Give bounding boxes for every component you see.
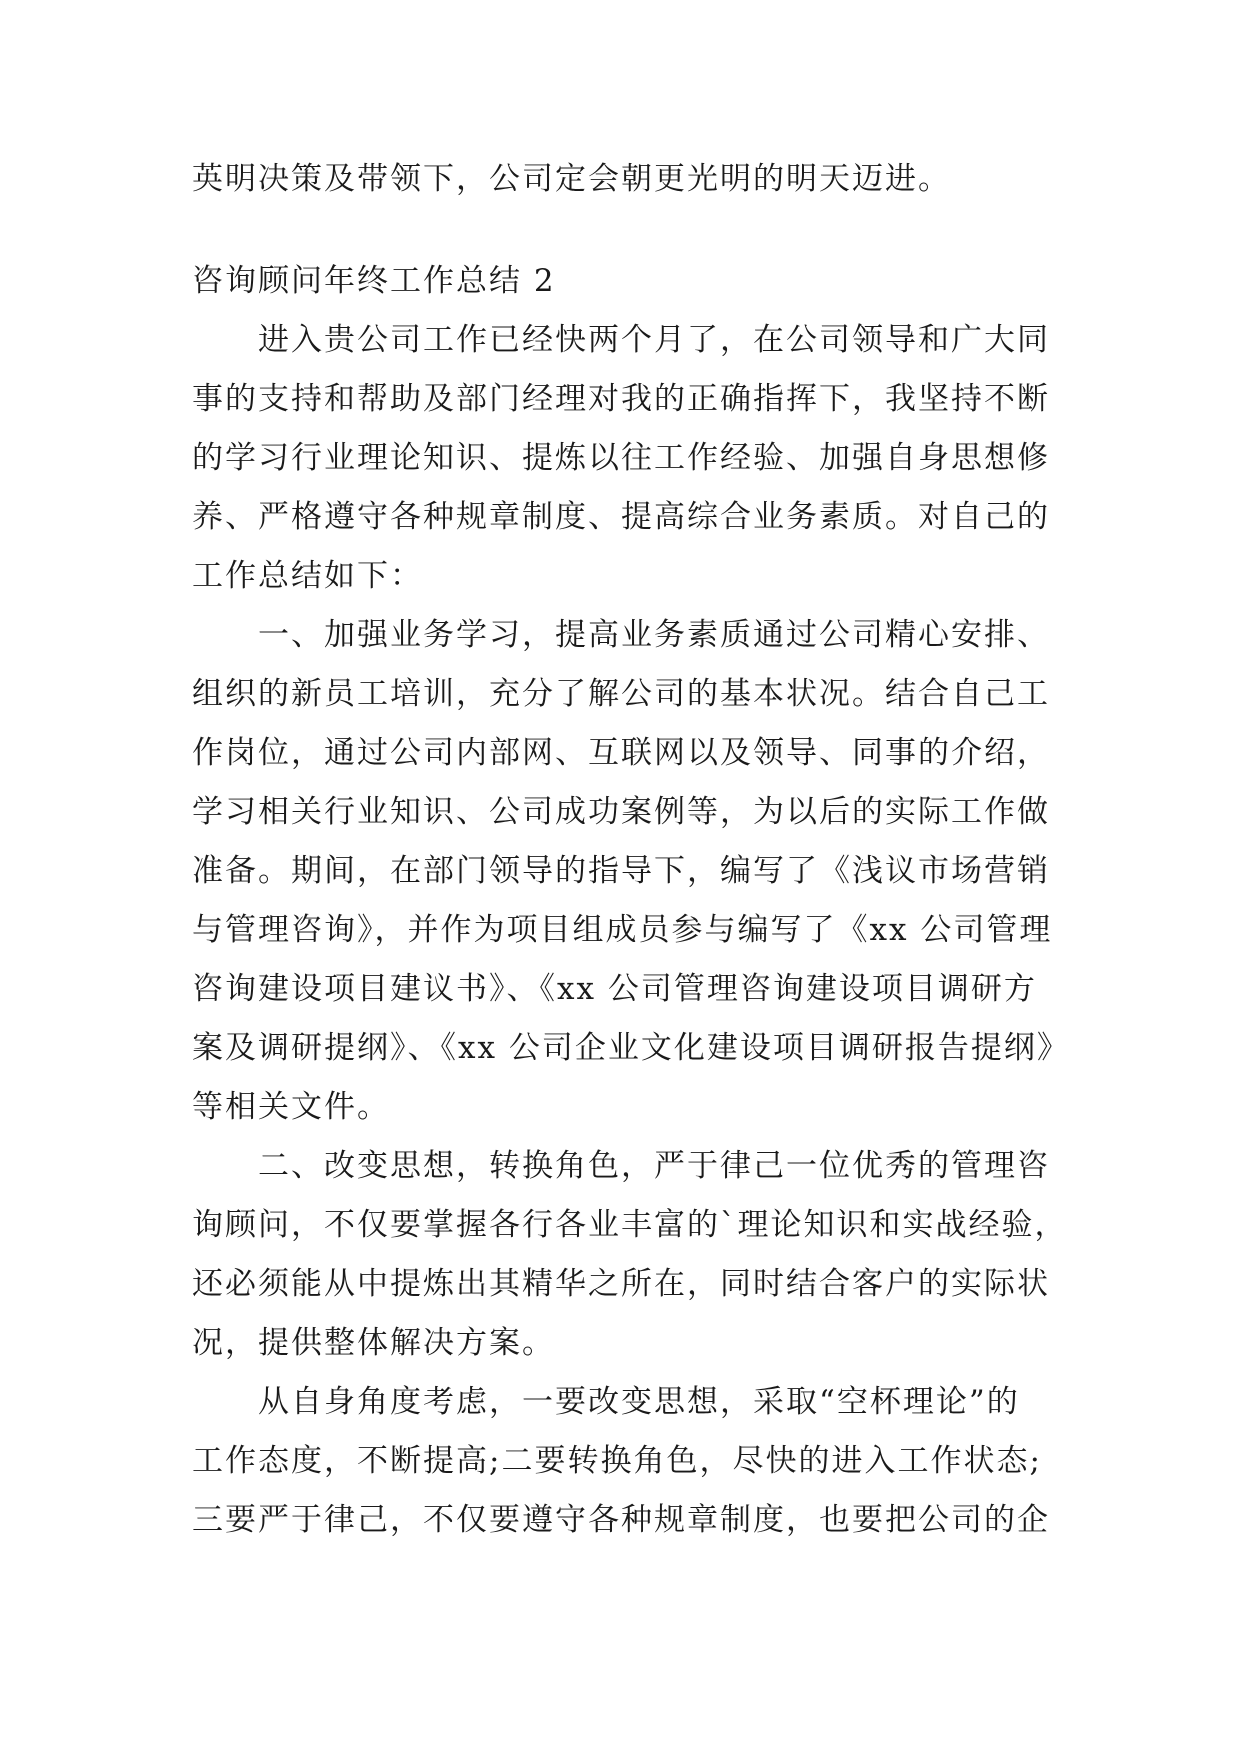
paragraph-line: 工作总结如下： (192, 558, 423, 594)
paragraph-1 (192, 311, 1052, 606)
paragraph-line: 作岗位，通过公司内部网、互联网以及领导、同事的介绍， (192, 735, 1050, 771)
paragraph-4 (192, 1373, 1052, 1550)
paragraph-line: 准备。期间，在部门领导的指导下，编写了《浅议市场营销 (192, 853, 1050, 889)
paragraph-line: 组织的新员工培训，充分了解公司的基本状况。结合自己工 (192, 676, 1050, 712)
paragraph-line: 的学习行业理论知识、提炼以往工作经验、加强自身思想修 (192, 440, 1050, 476)
document-page (192, 150, 1070, 1550)
paragraph-line: 学习相关行业知识、公司成功案例等，为以后的实际工作做 (192, 794, 1050, 830)
paragraph-line: 等相关文件。 (192, 1089, 390, 1125)
paragraph-line: 还必须能从中提炼出其精华之所在，同时结合客户的实际状 (192, 1266, 1050, 1302)
paragraph-line: 进入贵公司工作已经快两个月了，在公司领导和广大同 (258, 322, 1050, 358)
paragraph-line: 询顾问，不仅要掌握各行各业丰富的`理论知识和实战经验， (192, 1207, 1068, 1243)
paragraph-line: 从自身角度考虑，一要改变思想，采取“空杯理论”的 (258, 1384, 1020, 1420)
paragraph-2 (192, 606, 1070, 1137)
paragraph-line: 工作态度，不断提高;二要转换角色，尽快的进入工作状态; (192, 1443, 1042, 1479)
paragraph-line: 与管理咨询》，并作为项目组成员参与编写了《xx 公司管理 (192, 912, 1053, 948)
paragraph-line: 况，提供整体解决方案。 (192, 1325, 555, 1361)
paragraph-line: 事的支持和帮助及部门经理对我的正确指挥下，我坚持不断 (192, 381, 1050, 417)
paragraph-line: 一、加强业务学习，提高业务素质通过公司精心安排、 (258, 617, 1050, 653)
section-title: 咨询顾问年终工作总结 2 (192, 263, 556, 299)
paragraph-line: 案及调研提纲》、《xx 公司企业文化建设项目调研报告提纲》 (192, 1030, 1070, 1066)
spacer (192, 209, 1052, 252)
paragraph-line: 三要严于律己，不仅要遵守各种规章制度，也要把公司的企 (192, 1502, 1050, 1538)
paragraph-3 (192, 1137, 1068, 1373)
paragraph-line: 二、改变思想，转换角色，严于律己一位优秀的管理咨 (258, 1148, 1050, 1184)
paragraph-line: 养、严格遵守各种规章制度、提高综合业务素质。对自己的 (192, 499, 1050, 535)
intro-line: 英明决策及带领下，公司定会朝更光明的明天迈进。 (192, 161, 951, 197)
paragraph-line: 咨询建设项目建议书》、《xx 公司管理咨询建设项目调研方 (192, 971, 1037, 1007)
